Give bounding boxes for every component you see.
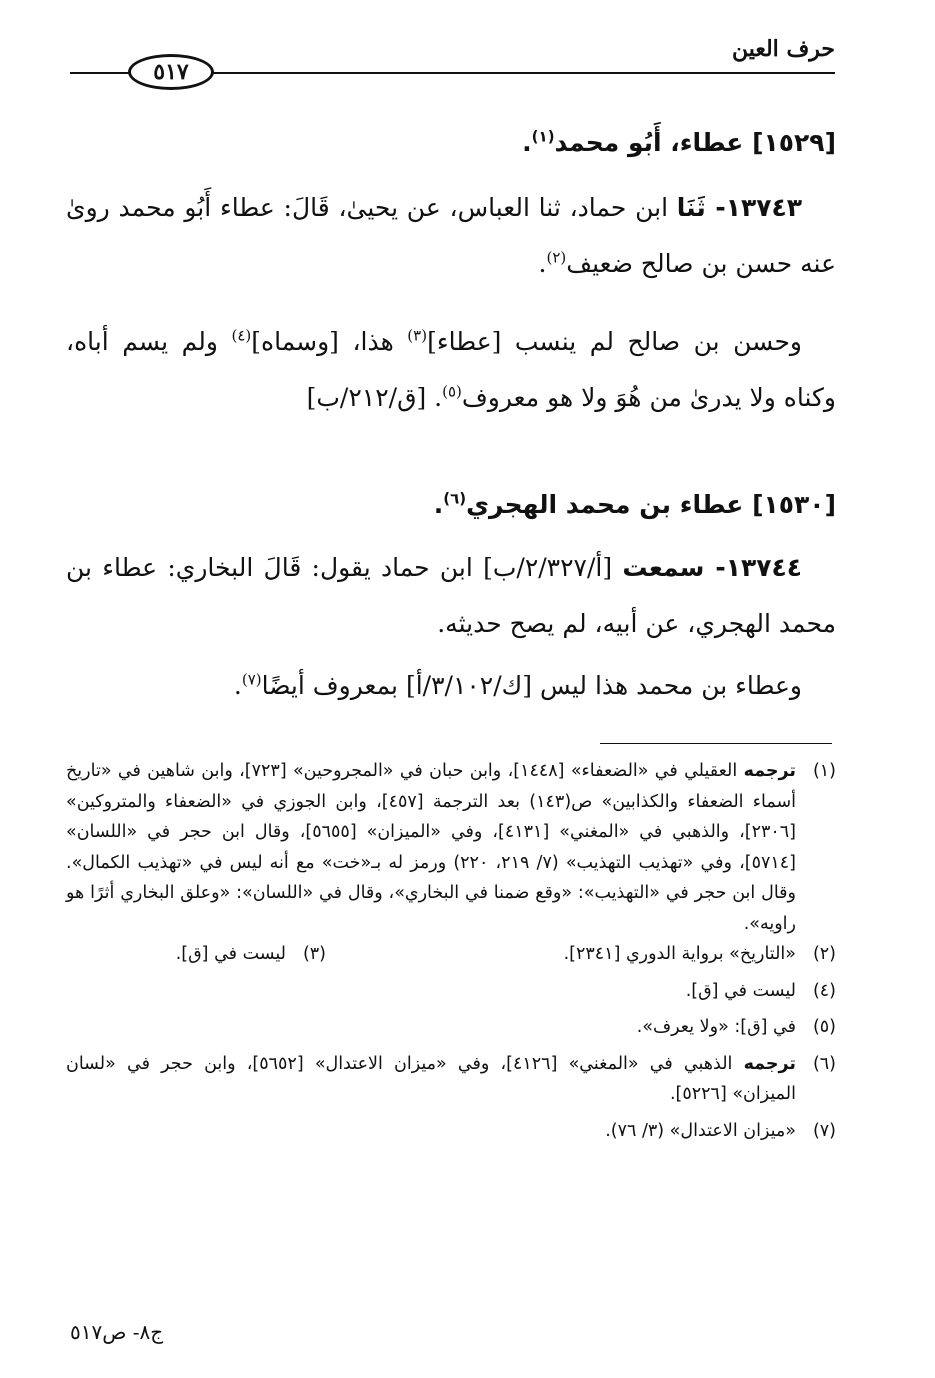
footnote-ref: (٦): [443, 489, 467, 508]
footnote-separator: [600, 743, 832, 744]
footnote-text: الذهبي في «المغني» [٤١٢٦]، وفي «ميزان الاعتدال» [٥٦٥٢]، وابن حجر في «لسان الميزان» [٥٢٢٦].: [66, 1053, 796, 1104]
heading-end: .: [522, 128, 532, 157]
footnote-text: في [ق]: «ولا يعرف».: [636, 1017, 796, 1037]
heading-end: .: [433, 490, 444, 519]
footnote-number: (٧): [812, 1120, 836, 1141]
commentary-text: وحسن بن صالح لم ينسب [عطاء]: [427, 327, 802, 356]
footnote-text: ليست في [ق].: [685, 980, 796, 1001]
narration-number: ١٣٧٤٣-: [705, 193, 802, 222]
footnote-4: [66, 976, 836, 1007]
entry-body-1530: [66, 540, 836, 714]
footnote-ref: (٣): [407, 326, 428, 345]
commentary-text: وعطاء بن محمد هذا ليس [ك/٣/١٠٢/أ] بمعروف أيضًا: [261, 671, 802, 700]
commentary-paragraph: [66, 314, 836, 426]
entry-heading-text: [١٥٣٠] عطاء بن محمد الهجري: [466, 490, 836, 519]
commentary-paragraph: [66, 658, 836, 714]
footnote-6: [66, 1049, 836, 1110]
footnote-number: (٤): [812, 980, 836, 1001]
sentence-end: .: [233, 671, 242, 700]
footnote-number: (٦): [812, 1053, 836, 1074]
footnote-lead: ترجمه: [743, 761, 796, 781]
narration-text: ابن حماد، ثنا العباس، عن يحيىٰ، قَالَ: عطاء أَبُو محمد روىٰ عنه حسن بن صالح ضعيف: [66, 193, 836, 278]
footnote-text: ليست في [ق].: [175, 944, 286, 964]
narration-keyword: سمعت: [622, 553, 705, 582]
footnote-ref: (٤): [231, 326, 252, 345]
footnote-5: [66, 1012, 836, 1043]
narration-keyword: ثَنَا: [676, 193, 706, 222]
entry-heading-1529: [66, 128, 836, 157]
footnote-lead: ترجمه: [743, 1053, 796, 1074]
footnote-ref: (٥): [442, 382, 462, 401]
commentary-text: هذا، [وسماه]: [251, 327, 408, 356]
page-footer: ج٨- ص٥١٧: [70, 1320, 164, 1344]
running-title: حرف العين: [731, 36, 835, 62]
footnote-3: [176, 939, 326, 970]
footnote-text: «ميزان الاعتدال» (٣/ ٧٦).: [605, 1120, 796, 1141]
commentary-text: . [ق/٢١٢/ب]: [306, 383, 443, 412]
commentary-text: ولم يسم أباه، وكناه ولا يدرىٰ من هُوَ ولا هو معروف: [66, 327, 836, 412]
page-number: ٥١٧: [153, 59, 189, 85]
footnote-1: [66, 756, 836, 939]
page-number-badge: [128, 54, 214, 90]
footnote-number: (١): [812, 761, 836, 781]
narration-number: ١٣٧٤٤-: [704, 553, 802, 582]
narration-paragraph: [66, 540, 836, 652]
footnote-ref: (٢): [546, 248, 567, 267]
footnotes: [66, 756, 836, 1146]
entry-body-1529: [66, 180, 836, 426]
entry-heading-1530: [66, 490, 836, 519]
narration-paragraph: [66, 180, 836, 292]
footnote-number: (٢): [812, 944, 836, 964]
footnote-text: العقيلي في «الضعفاء» [١٤٤٨]، وابن حبان في «المجروحين» [٧٢٣]، وابن شاهين في «تاريخ أسماء الضعفاء والكذابين» ص(١٤٣) بعد الترجمة [٤٥٧]، وابن الجوزي في «الضعفاء والمتروكين» [٢٣٠٦]، والذهبي في «المغني» [٤١٣١]، وفي «الميزان» [٥٦٥٥]، وقال ابن حجر في «اللسان» [٥٧١٤]، وفي «تهذيب التهذيب» (٧/ ٢١٩، ٢٢٠) ورمز له بـ«خت» مع أنه ليس في «تهذيب الكمال». وقال ابن حجر في «التهذيب»: «وقع ضمنا في البخاري»، وقال في «اللسان»: «وعلق البخاري أثرًا هو راويه».: [66, 761, 796, 934]
entry-heading-text: [١٥٢٩] عطاء، أَبُو محمد: [554, 128, 836, 157]
footnote-number: (٥): [812, 1017, 836, 1037]
footnote-text: «التاريخ» برواية الدوري [٢٣٤١].: [563, 944, 796, 964]
footnote-row-2-3: [66, 939, 836, 970]
footnote-ref: (٧): [241, 670, 262, 689]
narration-text: [أ/٢/٣٢٧/ب] ابن حماد يقول: قَالَ البخاري: عطاء بن محمد الهجري، عن أبيه، لم يصح حديثه.: [66, 553, 836, 638]
sentence-end: .: [538, 249, 547, 278]
footnote-7: [66, 1116, 836, 1147]
footnote-number: (٣): [302, 944, 326, 964]
footnote-2: [326, 939, 836, 970]
footnote-ref: (١): [531, 127, 555, 146]
